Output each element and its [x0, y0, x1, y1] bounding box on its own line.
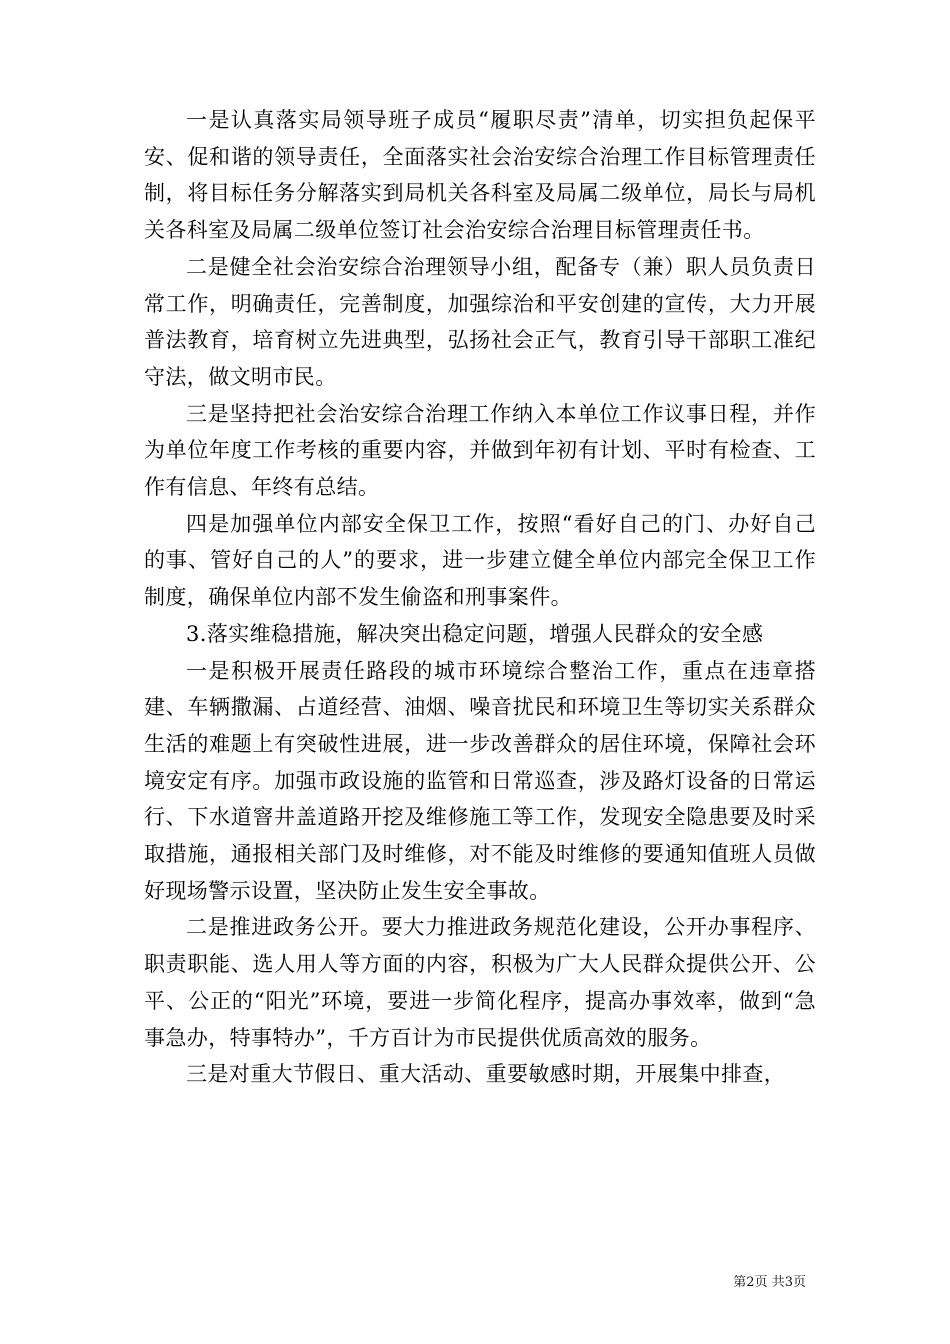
paragraph-1: 一是认真落实局领导班子成员“履职尽责”清单，切实担负起保平安、促和谐的领导责任，全面落实社会治安综合治理工作目标管理责任制，将目标任务分解落实到局机关各科室及局属二级单位，局长与局机关各科室及局属二级单位签订社会治安综合治理目标管理责任书。 [144, 108, 816, 243]
page-number: 2 [746, 1275, 755, 1290]
page-middle: 页 共 [754, 1275, 785, 1290]
document-body [144, 102, 816, 1093]
paragraph-7: 三是对重大节假日、重大活动、重要敏感时期，开展集中排查， [186, 1062, 786, 1087]
paragraph-5: 一是积极开展责任路段的城市环境综合整治工作，重点在违章搭建、车辆撒漏、占道经营、油烟、噪音扰民和环境卫生等切实关系群众生活的难题上有突破性进展，进一步改善群众的居住环境，保障社会环境安定有序。加强市政设施的监管和日常巡查，涉及路灯设备的日常运行、下水道窨井盖道路开挖及维修施工等工作，发现安全隐患要及时采取措施，通报相关部门及时维修，对不能及时维修的要通知值班人员做好现场警示设置，坚决防止发生安全事故。 [144, 658, 816, 903]
section-heading: 3.落实维稳措施，解决突出稳定问题，增强人民群众的安全感 [186, 621, 764, 646]
paragraph-6: 二是推进政务公开。要大力推进政务规范化建设，公开办事程序、职责职能、选人用人等方面的内容，积极为广大人民群众提供公开、公平、公正的“阳光”环境，要进一步简化程序，提高办事效率，做到“急事急办，特事特办”，千方百计为市民提供优质高效的服务。 [144, 915, 816, 1050]
page-total: 3 [784, 1275, 793, 1290]
paragraph-4: 四是加强单位内部安全保卫工作，按照“看好自己的门、办好自己的事、管好自己的人”的要求，进一步建立健全单位内部完全保卫工作制度，确保单位内部不发生偷盗和刑事案件。 [144, 511, 816, 610]
paragraph-3: 三是坚持把社会治安综合治理工作纳入本单位工作议事日程，并作为单位年度工作考核的重要内容，并做到年初有计划、平时有检查、工作有信息、年终有总结。 [144, 401, 816, 500]
paragraph-2: 二是健全社会治安综合治理领导小组，配备专（兼）职人员负责日常工作，明确责任，完善制度，加强综治和平安创建的宣传，大力开展普法教育，培育树立先进典型，弘扬社会正气，教育引导干部职工准纪守法，做文明市民。 [144, 254, 816, 389]
page-suffix: 页 [792, 1275, 806, 1290]
page-footer [0, 1274, 806, 1292]
page-prefix: 第 [733, 1275, 747, 1290]
